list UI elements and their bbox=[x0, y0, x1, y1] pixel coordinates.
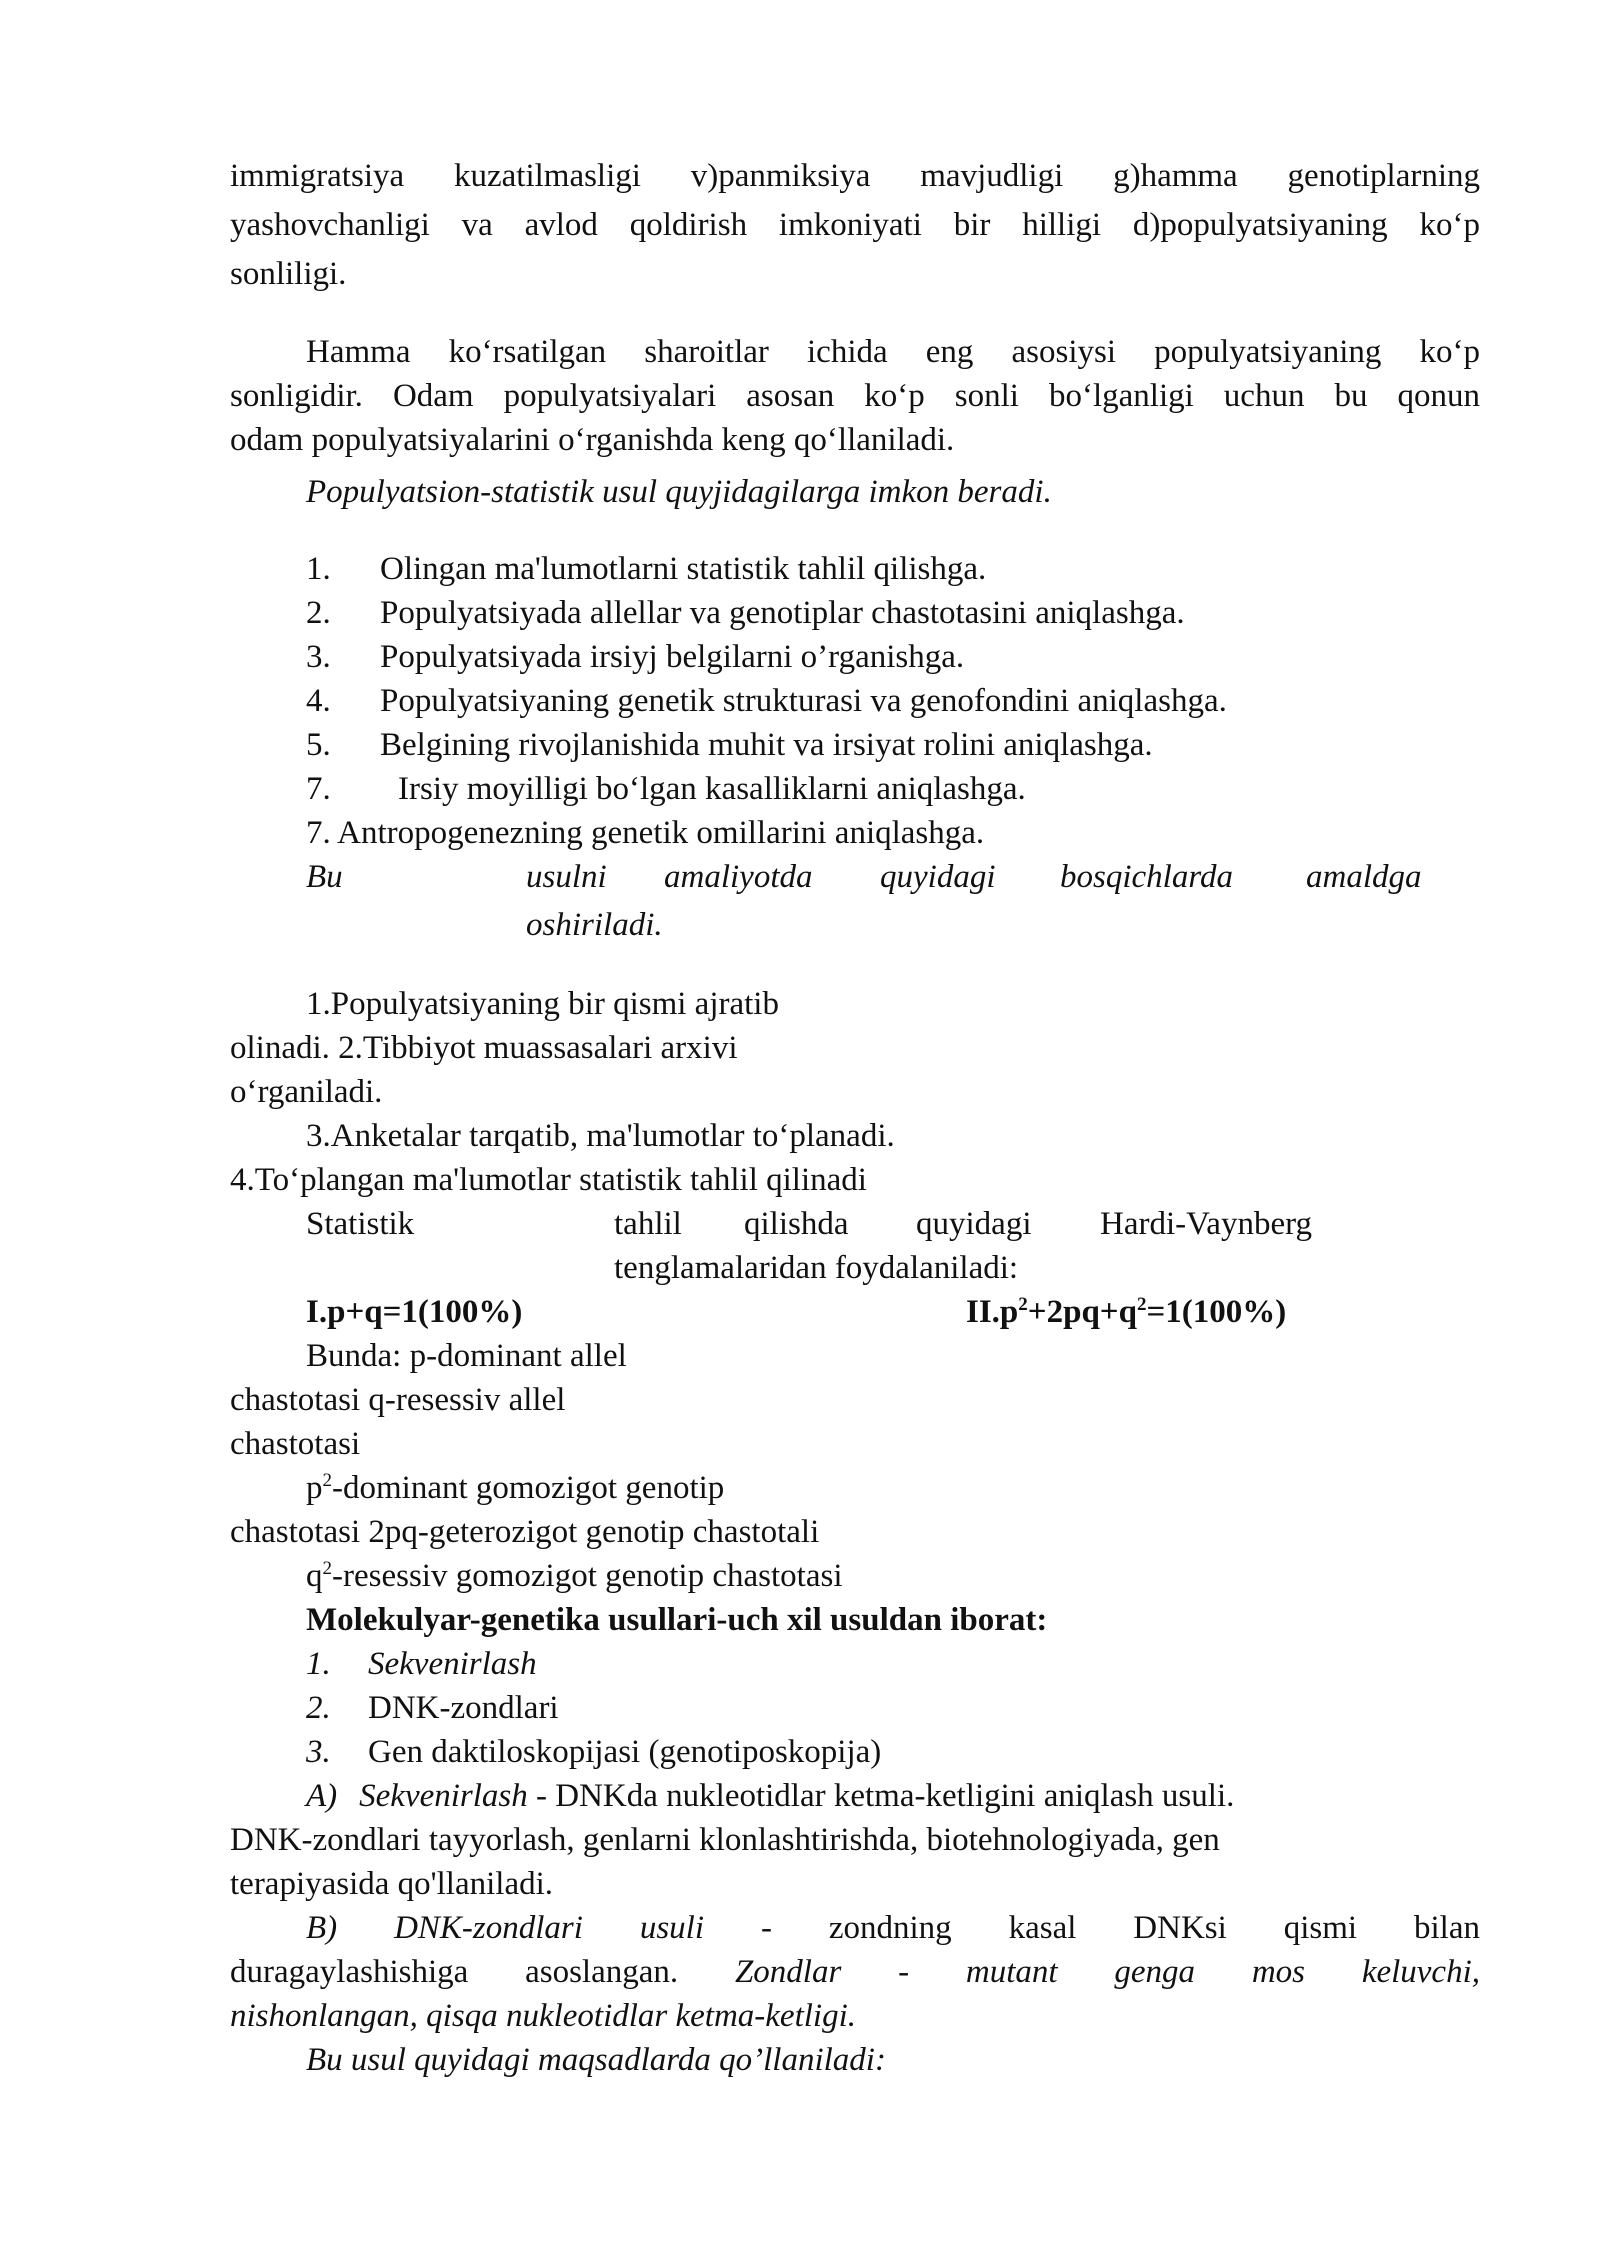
step-line: olinadi. 2.Tibbiyot muassasalari arxivi bbox=[230, 1030, 738, 1066]
formula-1: I.p+q=1(100%) bbox=[306, 1294, 523, 1330]
bu-line-word: usulni bbox=[526, 859, 607, 895]
bu-line-word: quyidagi bbox=[880, 859, 996, 895]
para2-line2: sonligidir. Odam populyatsiyalari asosan ko‘p sonli bo‘lganligi uchun bu qonun bbox=[230, 378, 1480, 414]
para-b-line3: nishonlangan, qisqa nukleotidlar ketma-ketligi. bbox=[230, 1998, 857, 2034]
list-item: 2. Populyatsiyada allellar va genotiplar chastotasini aniqlashga. bbox=[306, 595, 1185, 631]
p2-line: $p^2$-dominant gomozigot genotip bbox=[306, 1470, 725, 1506]
para2-line3: odam populyatsiyalarini o‘rganishda keng qo‘llaniladi. bbox=[230, 422, 955, 458]
step-line: 3.Anketalar tarqatib, ma'lumotlar to‘planadi. bbox=[306, 1118, 895, 1154]
bu-line-word: bosqichlarda bbox=[1060, 859, 1233, 895]
stat-line-word: Hardi-Vaynberg bbox=[1100, 1206, 1312, 1242]
list-item: 3. Gen daktiloskopijasi (genotiposkopija) bbox=[306, 1734, 882, 1770]
list-item: 1. Sekvenirlash bbox=[306, 1646, 537, 1682]
para-b-line1: B) DNK-zondlari usuli - zondning kasal DNKsi qismi bilan bbox=[306, 1910, 1480, 1946]
step-line: 4.To‘plangan ma'lumotlar statistik tahlil qilinadi bbox=[230, 1162, 867, 1198]
intro-italic: Populyatsion-statistik usul quyjidagilarga imkon beradi. bbox=[306, 474, 1052, 510]
list-item: 5. Belgining rivojlanishida muhit va irsiyat rolini aniqlashga. bbox=[306, 727, 1153, 763]
bunda-line: chastotasi bbox=[230, 1426, 361, 1462]
list-item-last: 7. Antropogenezning genetik omillarini aniqlashga. bbox=[306, 815, 985, 851]
step-line: o‘rganiladi. bbox=[230, 1074, 383, 1110]
bunda-line: Bunda: p-dominant allel bbox=[306, 1338, 627, 1374]
list-item: 7. Irsiy moyilligi bo‘lgan kasalliklarni aniqlashga. bbox=[306, 771, 1026, 807]
para-a-line1: A) Sekvenirlash - DNKda nukleotidlar ketma-ketligini aniqlash usuli. bbox=[306, 1778, 1235, 1814]
bunda-line: chastotasi q-resessiv allel bbox=[230, 1382, 566, 1418]
bu-line-word: Bu bbox=[306, 859, 343, 895]
bu-line-word: amaliyotda bbox=[664, 859, 813, 895]
para1-line1: immigratsiya kuzatilmasligi v)panmiksiya mavjudligi g)hamma genotiplarning bbox=[230, 158, 1480, 194]
stat-line2: tenglamalaridan foydalaniladi: bbox=[614, 1250, 1019, 1286]
step-line: 1.Populyatsiyaning bir qismi ajratib bbox=[306, 986, 779, 1022]
stat-line-word: quyidagi bbox=[916, 1206, 1032, 1242]
stat-line-word: tahlil bbox=[614, 1206, 682, 1242]
stat-line-word: qilishda bbox=[744, 1206, 849, 1242]
stat-line-word: Statistik bbox=[306, 1206, 415, 1242]
list-item: 1. Olingan ma'lumotlarni statistik tahlil qilishga. bbox=[306, 551, 987, 587]
list-item: 3. Populyatsiyada irsiyj belgilarni o’rganishga. bbox=[306, 639, 965, 675]
bu-line2: oshiriladi. bbox=[526, 907, 663, 943]
para1-line2: yashovchanligi va avlod qoldirish imkoniyati bir hilligi d)populyatsiyaning ko‘p bbox=[230, 207, 1480, 243]
para-a-line2: DNK-zondlari tayyorlash, genlarni klonlashtirishda, biotehnologiyada, gen bbox=[230, 1822, 1220, 1858]
formula-2: $II.p^2+2pq+q^2=1(100\%)$ bbox=[966, 1294, 1287, 1330]
last-italic-line: Bu usul quyidagi maqsadlarda qo’llaniladi: bbox=[306, 2042, 886, 2078]
q2-line: $q^2$-resessiv gomozigot genotip chastotasi bbox=[306, 1558, 843, 1594]
para-b-line2: duragaylashishiga asoslangan. Zondlar - mutant genga mos keluvchi, bbox=[230, 1954, 1480, 1990]
para2-line1: Hamma ko‘rsatilgan sharoitlar ichida eng asosiysi populyatsiyaning ko‘p bbox=[306, 334, 1480, 370]
para1-line3: sonliligi. bbox=[230, 256, 347, 292]
bu-line-word: amaldga bbox=[1306, 859, 1422, 895]
para-a-line3: terapiyasida qo'llaniladi. bbox=[230, 1866, 554, 1902]
mol-heading: Molekulyar-genetika usullari-uch xil usuldan iborat: bbox=[306, 1602, 1048, 1638]
list-item: 4. Populyatsiyaning genetik strukturasi va genofondini aniqlashga. bbox=[306, 683, 1227, 719]
chastotasi-line: chastotasi 2pq-geterozigot genotip chastotali bbox=[230, 1514, 820, 1550]
list-item: 2. DNK-zondlari bbox=[306, 1690, 559, 1726]
